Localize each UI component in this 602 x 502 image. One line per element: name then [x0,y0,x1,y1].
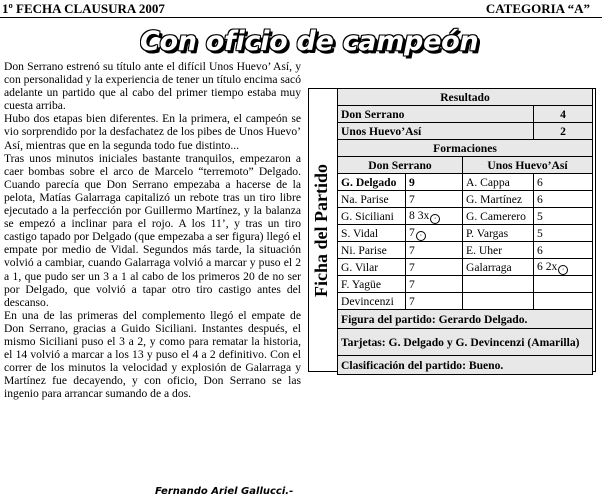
away-player [463,225,534,242]
ficha-table [337,88,593,375]
away-player [463,259,534,276]
home-score [406,259,463,276]
lineup-row [338,276,593,293]
away-player [463,293,534,310]
lineup-row [338,242,593,259]
home-score-text: 9 [409,175,415,189]
score-goals-away: 2 [534,123,593,140]
home-score [406,174,463,191]
home-player [338,208,406,225]
away-player [463,174,534,191]
score-team-away: Unos Huevo’Así [338,123,534,140]
lineup-row [338,208,593,225]
home-score [406,225,463,242]
home-player-text: G. Delgado [341,175,397,189]
away-player-text: Galarraga [466,260,512,274]
home-player [338,276,406,293]
home-score-text: 7 [409,192,415,206]
article-body [4,60,301,400]
home-player-text: S. Vidal [341,226,379,240]
away-score-text: 5 [537,209,543,223]
home-player-text: F. Yagüe [341,277,381,291]
home-score-text: 7 [409,225,415,239]
away-player-text: A. Cappa [466,175,510,189]
home-player [338,293,406,310]
article-paragraph: En una de las primeras del complemento llegó el empate de Don Serrano, gracias a Guido Siciliani. Instantes después, el mismo Siciliani puso el 3 a 2, y como para rematar la historia, el 14 volvió a marcar a los 13 y puso el 4 a 2 definitivo. Con el correr de los minutos la velocidad y explosión de Galarraga y Martínez fue decayendo, y con oficio, Don Serrano se las ingenio para arrancar sumando de a dos. [4,308,301,401]
home-score [406,242,463,259]
score-goals-home: 4 [534,106,593,123]
header-rule [0,17,602,18]
ball-icon: ◦ [558,265,568,275]
home-player-text: Devincenzi [341,294,394,308]
home-score-text: 8 3x [409,208,430,222]
away-player [463,191,534,208]
byline: Fernando Ariel Gallucci.- [155,486,294,497]
home-player-text: Na. Parise [341,192,389,206]
lineup-row [338,174,593,191]
away-player-text: P. Vargas [466,226,509,240]
ball-icon: ◦ [416,231,426,241]
away-score [534,225,593,242]
figura-row: Figura del partido: Gerardo Delgado. [338,310,593,329]
score-team-home: Don Serrano [338,106,534,123]
lineup-row [338,259,593,276]
away-score-text: 5 [537,226,543,240]
away-player [463,242,534,259]
fecha-label: 1º FECHA CLAUSURA 2007 [2,1,165,16]
lineup-row [338,191,593,208]
clasificacion-row: Clasificación del partido: Bueno. [338,356,593,375]
away-score-text: 6 [537,175,543,189]
away-score [534,174,593,191]
away-player-text: E. Uher [466,243,503,257]
away-team-header: Unos Huevo’Así [463,157,593,174]
ficha-side-label-text: Ficha del Partido [311,163,331,297]
home-player [338,174,406,191]
home-score [406,191,463,208]
home-player [338,191,406,208]
home-score-text: 7 [409,260,415,274]
article-paragraph: Hubo dos etapas bien diferentes. En la primera, el campeón se vio sorprendido por la desfachatez de los pibes de Unos Huevo’ Así, mientras que en la segunda todo fue distinto... [4,112,301,152]
away-score [534,242,593,259]
home-score [406,293,463,310]
home-score [406,208,463,225]
tarjetas-row: Tarjetas: G. Delgado y G. Devincenzi (Amarilla) [338,329,593,356]
lineup-rows [338,174,593,310]
away-score [534,259,593,276]
home-player-text: Ni. Parise [341,243,387,257]
home-player [338,225,406,242]
home-player-text: G. Vilar [341,260,379,274]
lineup-row [338,225,593,242]
away-player-text: G. Camerero [466,209,526,223]
home-player [338,242,406,259]
away-player-text: G. Martínez [466,192,523,206]
home-score-text: 7 [409,294,415,308]
home-team-header: Don Serrano [338,157,463,174]
away-score [534,276,593,293]
categoria-label: CATEGORIA “A” [485,1,590,16]
home-score-text: 7 [409,243,415,257]
away-player [463,208,534,225]
away-player [463,276,534,293]
ficha-side-label [308,88,335,372]
away-score [534,191,593,208]
away-score-text: 6 [537,243,543,257]
home-score-text: 7 [409,277,415,291]
headline: Con oficio de campeón [140,26,479,57]
home-score [406,276,463,293]
away-score [534,208,593,225]
home-player-text: G. Siciliani [341,209,394,223]
home-player [338,259,406,276]
lineup-row [338,293,593,310]
article-paragraph: Don Serrano estrenó su título ante el difícil Unos Huevo’ Así, y con personalidad y la experiencia de tener un título encima sacó adelante un partido que al cabo del primer tiempo estaba muy cuesta arriba. [4,60,301,113]
away-score [534,293,593,310]
formaciones-title: Formaciones [338,140,593,157]
article-paragraph: Tras unos minutos iniciales bastante tranquilos, empezaron a caer bombas sobre el arco de Marcelo “terremoto” Delgado. Cuando parecía que Don Serrano empezaba a hacerse de la pelota, Matías Galarraga capitalizó un rebote tras un tiro libre ejecutado a la perfección por Guillermo Martínez, y la balanza se empezó a inclinar para el rojo. A los 11’, y tras un tiro castigo tapado por Delgado (que empezaba a ser figura) llegó el empate por medio de Vidal. Segundos más tarde, la situación volvió a cambiar, cuando Galarraga volvió a marcar y puso el 2 a 1, que pudo ser un 3 a 1 al cabo de los primeros 20 de no ser por Delgado, que volvió a tapar otro tiro castigo antes del descanso. [4,151,301,309]
away-score-text: 6 2x [537,259,558,273]
ball-icon: ◦ [430,214,440,224]
away-score-text: 6 [537,192,543,206]
resultado-title: Resultado [338,89,593,106]
